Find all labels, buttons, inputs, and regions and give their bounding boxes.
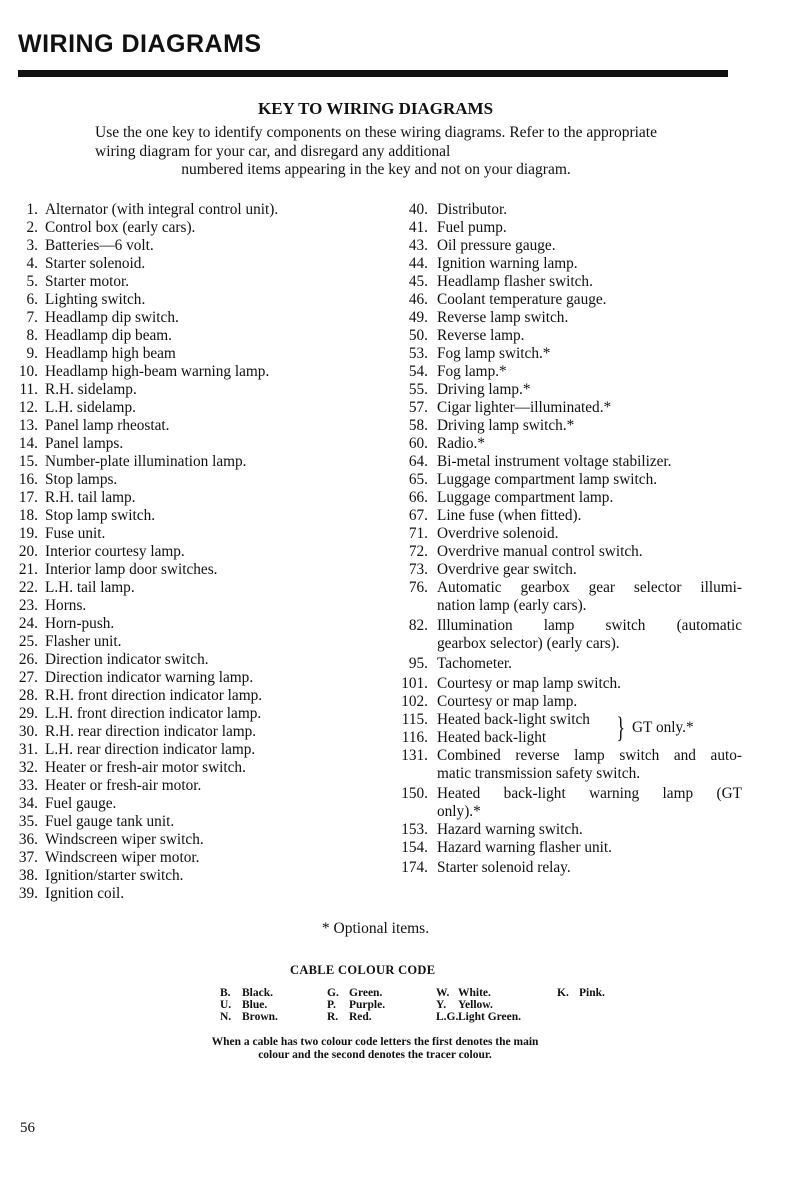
list-item — [10, 381, 375, 399]
list-item — [10, 453, 375, 471]
item-text: Automatic gearbox gear selector illumi- nation lamp (early cars). — [437, 579, 742, 614]
item-number: 60. — [408, 435, 428, 452]
list-item — [10, 291, 375, 309]
item-number: 24. — [18, 615, 38, 632]
item-number: 7. — [26, 309, 38, 326]
item-number: 154. — [401, 839, 428, 856]
item-number: 16. — [18, 471, 38, 488]
gt-only-label: GT only.* — [632, 719, 694, 736]
item-text: Reverse lamp. — [437, 327, 525, 344]
colour-code-entry: B. Black. — [220, 987, 273, 999]
list-item — [10, 417, 375, 435]
item-number: 50. — [408, 327, 428, 344]
list-item — [392, 785, 742, 821]
item-text: Horns. — [45, 597, 87, 614]
item-number: 95. — [408, 655, 428, 672]
cable-colour-note: When a cable has two colour code letters the first denotes the main colour and the second denotes the tracer colour. — [211, 1036, 539, 1061]
colour-code-entry: G. Green. — [327, 987, 383, 999]
item-text: Courtesy or map lamp switch. — [437, 675, 621, 692]
item-text: R.H. rear direction indicator lamp. — [45, 723, 257, 740]
key-title: KEY TO WIRING DIAGRAMS — [257, 99, 494, 118]
list-item — [392, 345, 742, 363]
page-header-title: WIRING DIAGRAMS — [18, 30, 262, 58]
item-number: 1. — [26, 201, 38, 218]
item-text: Illumination lamp switch (automatic gearbox selector) (early cars). — [437, 617, 742, 652]
item-number: 41. — [408, 219, 428, 236]
item-number: 55. — [408, 381, 428, 398]
item-text: L.H. sidelamp. — [45, 399, 136, 416]
item-text: Direction indicator warning lamp. — [45, 669, 254, 686]
item-number: 17. — [18, 489, 38, 506]
item-number: 76. — [408, 579, 428, 596]
list-item — [10, 507, 375, 525]
item-number: 58. — [408, 417, 428, 434]
item-number: 49. — [408, 309, 428, 326]
colour-code-entry: K. Pink. — [557, 987, 605, 999]
item-number: 64. — [408, 453, 428, 470]
item-number: 153. — [401, 821, 428, 838]
item-number: 101. — [401, 675, 428, 692]
colour-code-entry: R. Red. — [327, 1011, 372, 1023]
list-item — [10, 831, 375, 849]
list-item — [392, 675, 742, 693]
item-number: 34. — [18, 795, 38, 812]
list-item — [10, 795, 375, 813]
list-item — [10, 345, 375, 363]
list-item — [10, 435, 375, 453]
item-text: Ignition warning lamp. — [437, 255, 578, 272]
list-item — [10, 309, 375, 327]
item-number: 3. — [26, 237, 38, 254]
item-number: 30. — [18, 723, 38, 740]
list-item — [392, 561, 742, 579]
item-text: Headlamp dip beam. — [45, 327, 173, 344]
item-number: 11. — [19, 381, 38, 398]
item-text: Batteries—6 volt. — [45, 237, 154, 254]
item-number: 19. — [18, 525, 38, 542]
item-number: 45. — [408, 273, 428, 290]
item-text: Fuel pump. — [437, 219, 507, 236]
item-text: Line fuse (when fitted). — [437, 507, 582, 524]
list-item — [392, 381, 742, 399]
item-text: Coolant temperature gauge. — [437, 291, 607, 308]
list-item — [392, 655, 742, 673]
colour-code-row — [220, 1011, 640, 1023]
item-text: Cigar lighter—illuminated.* — [437, 399, 612, 416]
item-text: Heated back-light warning lamp (GT only).* — [437, 785, 742, 820]
item-number: 102. — [401, 693, 428, 710]
list-item — [392, 453, 742, 471]
list-item — [392, 291, 742, 309]
item-text: Heated back-light switch — [437, 711, 590, 728]
item-text: Driving lamp switch.* — [437, 417, 575, 434]
item-number: 2. — [26, 219, 38, 236]
list-item — [10, 885, 375, 903]
item-number: 40. — [408, 201, 428, 218]
item-number: 33. — [18, 777, 38, 794]
list-item — [10, 723, 375, 741]
item-text: Fog lamp.* — [437, 363, 507, 380]
item-number: 43. — [408, 237, 428, 254]
item-text: R.H. tail lamp. — [45, 489, 136, 506]
item-text: Oil pressure gauge. — [437, 237, 556, 254]
gt-only-group — [392, 711, 742, 747]
item-text: Ignition coil. — [45, 885, 125, 902]
item-text: Overdrive gear switch. — [437, 561, 577, 578]
list-item — [392, 363, 742, 381]
item-text: Stop lamp switch. — [45, 507, 156, 524]
item-text: R.H. front direction indicator lamp. — [45, 687, 263, 704]
list-item — [10, 219, 375, 237]
list-item — [10, 543, 375, 561]
list-item — [10, 705, 375, 723]
list-item — [392, 617, 742, 653]
colour-code-entry: Y. Yellow. — [436, 999, 493, 1011]
item-text: Stop lamps. — [45, 471, 118, 488]
list-item — [10, 201, 375, 219]
item-number: 5. — [26, 273, 38, 290]
item-number: 44. — [408, 255, 428, 272]
item-text: Hazard warning flasher unit. — [437, 839, 612, 856]
item-number: 10. — [18, 363, 38, 380]
item-text: Fuse unit. — [45, 525, 106, 542]
item-text: Ignition/starter switch. — [45, 867, 184, 884]
colour-code-entry: U. Blue. — [220, 999, 268, 1011]
item-number: 28. — [18, 687, 38, 704]
item-number: 20. — [18, 543, 38, 560]
list-item — [392, 399, 742, 417]
list-item — [10, 399, 375, 417]
list-item — [10, 813, 375, 831]
item-text: Interior courtesy lamp. — [45, 543, 185, 560]
list-item — [10, 273, 375, 291]
list-item — [10, 867, 375, 885]
list-item — [392, 255, 742, 273]
item-number: 73. — [408, 561, 428, 578]
list-item — [392, 859, 742, 877]
key-intro — [95, 124, 657, 180]
list-item — [10, 561, 375, 579]
list-item — [10, 255, 375, 273]
list-item — [392, 543, 742, 561]
list-item — [10, 777, 375, 795]
item-text: Hazard warning switch. — [437, 821, 583, 838]
item-number: 72. — [408, 543, 428, 560]
list-item — [392, 201, 742, 219]
item-number: 150. — [401, 785, 428, 802]
item-number: 31. — [18, 741, 38, 758]
colour-code-entry: N. Brown. — [220, 1011, 278, 1023]
item-text: Bi-metal instrument voltage stabilizer. — [437, 453, 672, 470]
list-item — [392, 237, 742, 255]
item-number: 46. — [408, 291, 428, 308]
item-number: 131. — [401, 747, 428, 764]
item-text: Distributor. — [437, 201, 508, 218]
item-number: 116. — [401, 729, 428, 746]
list-item — [392, 507, 742, 525]
item-text: Headlamp high-beam warning lamp. — [45, 363, 270, 380]
list-item — [10, 651, 375, 669]
optional-items-note: * Optional items. — [321, 920, 430, 937]
item-number: 39. — [18, 885, 38, 902]
colour-code-entry: L.G.Light Green. — [436, 1011, 522, 1023]
colour-code-row — [220, 987, 640, 999]
item-text: Combined reverse lamp switch and auto- matic transmission safety switch. — [437, 747, 742, 782]
list-item — [392, 219, 742, 237]
item-text: Windscreen wiper motor. — [45, 849, 200, 866]
list-item — [392, 747, 742, 783]
list-item — [10, 615, 375, 633]
item-text: Panel lamps. — [45, 435, 124, 452]
item-text: Heater or fresh-air motor switch. — [45, 759, 246, 776]
item-text: Fuel gauge tank unit. — [45, 813, 175, 830]
item-number: 29. — [18, 705, 38, 722]
item-text: Panel lamp rheostat. — [45, 417, 170, 434]
colour-code-entry: W. White. — [436, 987, 491, 999]
list-item — [10, 687, 375, 705]
item-number: 14. — [18, 435, 38, 452]
item-number: 6. — [26, 291, 38, 308]
item-text: Courtesy or map lamp. — [437, 693, 578, 710]
list-item — [392, 471, 742, 489]
item-text: Heated back-light — [437, 729, 547, 746]
item-text: L.H. front direction indicator lamp. — [45, 705, 262, 722]
item-text: Heater or fresh-air motor. — [45, 777, 202, 794]
item-number: 9. — [26, 345, 38, 362]
item-number: 67. — [408, 507, 428, 524]
item-number: 66. — [408, 489, 428, 506]
list-item — [10, 759, 375, 777]
list-item — [392, 327, 742, 345]
list-item — [392, 839, 742, 857]
item-number: 32. — [18, 759, 38, 776]
item-number: 27. — [18, 669, 38, 686]
item-text: Headlamp flasher switch. — [437, 273, 593, 290]
item-text: Windscreen wiper switch. — [45, 831, 204, 848]
item-number: 25. — [18, 633, 38, 650]
item-text: Overdrive manual control switch. — [437, 543, 643, 560]
item-text: Flasher unit. — [45, 633, 122, 650]
item-number: 65. — [408, 471, 428, 488]
item-text: Radio.* — [437, 435, 486, 452]
item-text: Starter solenoid. — [45, 255, 146, 272]
list-item — [10, 471, 375, 489]
item-number: 36. — [18, 831, 38, 848]
item-number: 13. — [18, 417, 38, 434]
page-number: 56 — [20, 1120, 35, 1136]
colour-code-row — [220, 999, 640, 1011]
cable-colour-grid — [220, 987, 640, 1023]
cable-colour-code-title: CABLE COLOUR CODE — [290, 963, 436, 977]
intro-line-1: Use the one key to identify components on these wiring diagrams. Refer to the appropriate wiring diagram for your car, and disregard any additional — [95, 124, 657, 160]
item-number: 21. — [18, 561, 38, 578]
list-item — [10, 579, 375, 597]
item-number: 12. — [18, 399, 38, 416]
item-text: Starter motor. — [45, 273, 130, 290]
item-number: 22. — [18, 579, 38, 596]
intro-line-2: numbered items appearing in the key and not on your diagram. — [181, 161, 571, 178]
item-number: 54. — [408, 363, 428, 380]
item-text: Lighting switch. — [45, 291, 146, 308]
item-number: 57. — [408, 399, 428, 416]
list-item — [392, 435, 742, 453]
item-text: Overdrive solenoid. — [437, 525, 559, 542]
item-number: 8. — [26, 327, 38, 344]
item-number: 18. — [18, 507, 38, 524]
item-text: R.H. sidelamp. — [45, 381, 137, 398]
item-text: Control box (early cars). — [45, 219, 196, 236]
list-item — [392, 821, 742, 839]
list-item — [10, 669, 375, 687]
list-item — [10, 741, 375, 759]
item-text: Direction indicator switch. — [45, 651, 209, 668]
list-item — [10, 237, 375, 255]
item-text: Interior lamp door switches. — [45, 561, 218, 578]
item-number: 71. — [408, 525, 428, 542]
item-text: Driving lamp.* — [437, 381, 531, 398]
list-item — [392, 273, 742, 291]
list-item — [10, 597, 375, 615]
item-text: Number-plate illumination lamp. — [45, 453, 247, 470]
list-item — [10, 633, 375, 651]
list-item — [392, 693, 742, 711]
key-list-left — [10, 201, 375, 903]
item-text: Headlamp high beam — [45, 345, 176, 362]
item-text: Luggage compartment lamp. — [437, 489, 614, 506]
item-number: 15. — [18, 453, 38, 470]
item-number: 4. — [26, 255, 38, 272]
item-number: 53. — [408, 345, 428, 362]
list-item — [392, 417, 742, 435]
list-item — [10, 489, 375, 507]
item-number: 82. — [408, 617, 428, 634]
item-number: 23. — [18, 597, 38, 614]
key-list-right — [392, 201, 742, 877]
list-item — [10, 327, 375, 345]
item-text: Reverse lamp switch. — [437, 309, 569, 326]
item-text: Fuel gauge. — [45, 795, 117, 812]
list-item — [10, 363, 375, 381]
item-number: 35. — [18, 813, 38, 830]
item-text: Alternator (with integral control unit). — [45, 201, 279, 218]
item-text: L.H. rear direction indicator lamp. — [45, 741, 256, 758]
item-number: 174. — [401, 859, 428, 876]
item-number: 115. — [401, 711, 428, 728]
brace-symbol: } — [616, 711, 626, 744]
list-item — [10, 849, 375, 867]
list-item — [392, 309, 742, 327]
header-rule — [18, 70, 728, 77]
item-text: Starter solenoid relay. — [437, 859, 571, 876]
item-number: 26. — [18, 651, 38, 668]
item-text: Headlamp dip switch. — [45, 309, 179, 326]
item-number: 38. — [18, 867, 38, 884]
list-item — [10, 525, 375, 543]
list-item — [392, 525, 742, 543]
item-text: Horn-push. — [45, 615, 115, 632]
list-item — [392, 579, 742, 615]
item-text: Fog lamp switch.* — [437, 345, 551, 362]
item-number: 37. — [18, 849, 38, 866]
item-text: L.H. tail lamp. — [45, 579, 135, 596]
item-text: Tachometer. — [437, 655, 512, 672]
item-text: Luggage compartment lamp switch. — [437, 471, 658, 488]
colour-code-entry: P. Purple. — [327, 999, 386, 1011]
list-item — [392, 489, 742, 507]
